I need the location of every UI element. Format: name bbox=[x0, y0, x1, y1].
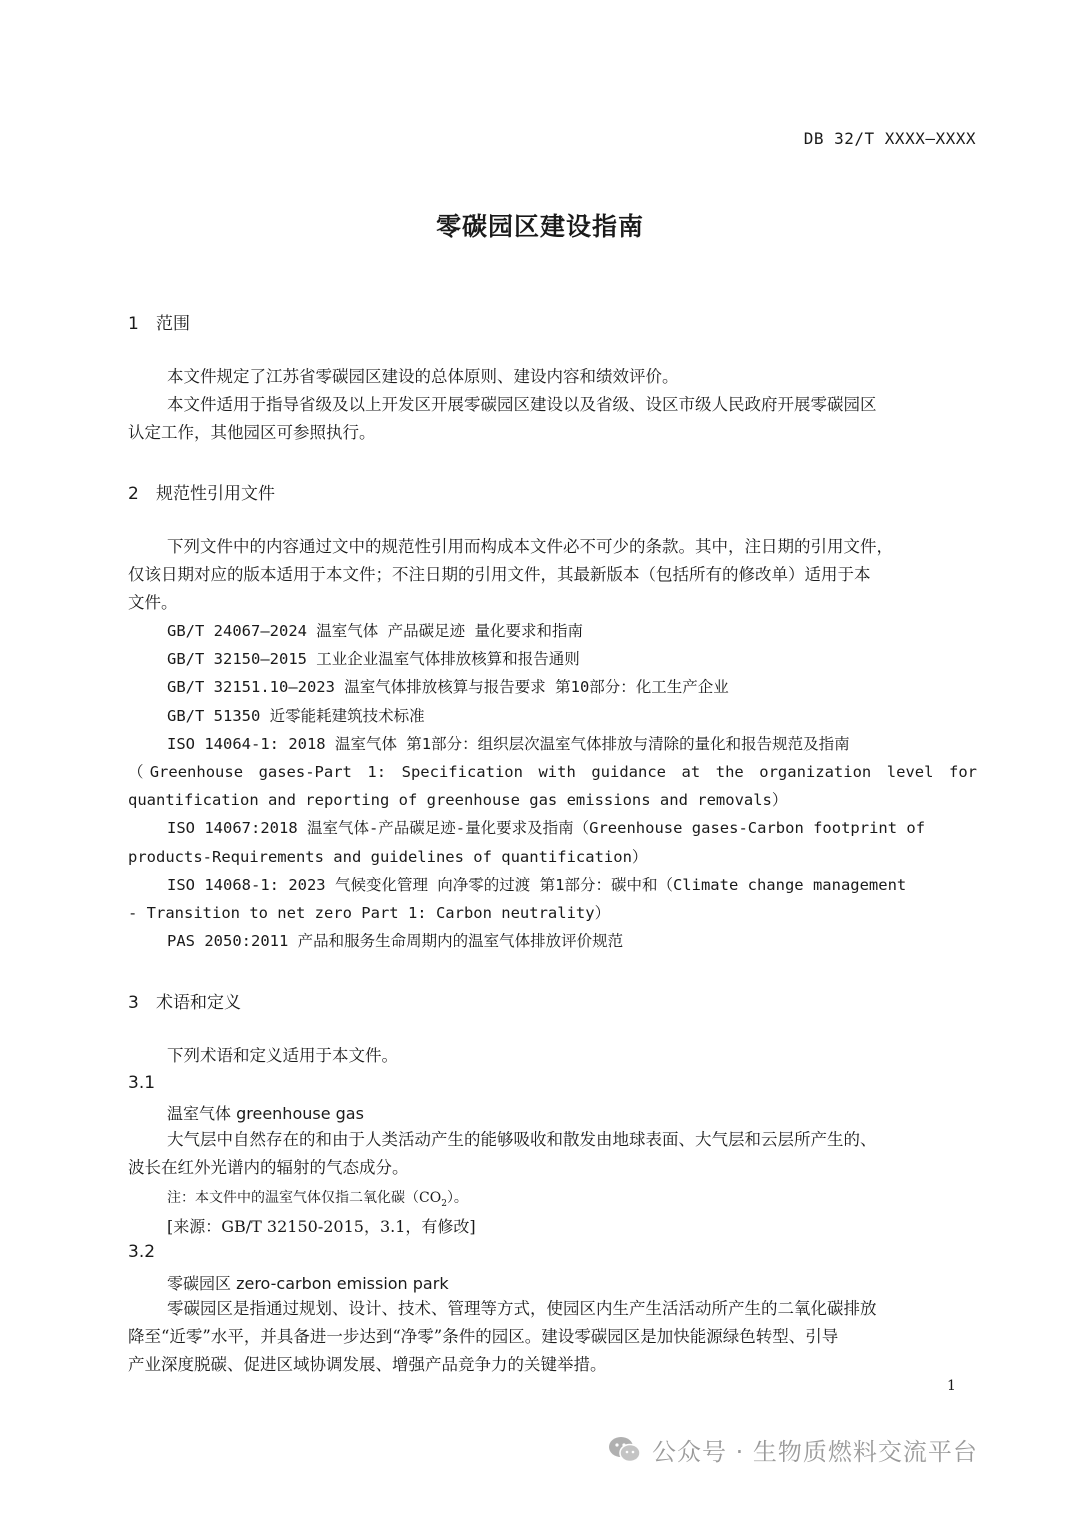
reference-item: GB/T 32150—2015 工业企业温室气体排放核算和报告通则 bbox=[167, 650, 580, 668]
term-title: 温室气体 greenhouse gas bbox=[167, 1104, 364, 1123]
reference-item: GB/T 51350 近零能耗建筑技术标准 bbox=[167, 707, 425, 725]
section-title: 规范性引用文件 bbox=[156, 484, 275, 504]
watermark bbox=[608, 1432, 978, 1467]
section-title: 术语和定义 bbox=[156, 993, 241, 1013]
term-definition: 大气层中自然存在的和由于人类活动产生的能够吸收和散发由地球表面、大气层和云层所产生的、 bbox=[167, 1130, 877, 1149]
term-definition: 降至“近零”水平，并具备进一步达到“净零”条件的园区。建设零碳园区是加快能源绿色转型、引导 bbox=[128, 1327, 839, 1346]
section-number: 2 bbox=[128, 484, 139, 504]
paragraph: 认定工作，其他园区可参照执行。 bbox=[128, 423, 376, 442]
note-text: ）。 bbox=[446, 1190, 468, 1206]
page-title: 零碳园区建设指南 bbox=[435, 212, 644, 241]
paragraph: 文件。 bbox=[128, 593, 178, 612]
standard-number: DB 32/T XXXX—XXXX bbox=[803, 129, 976, 148]
term-definition: 零碳园区是指通过规划、设计、技术、管理等方式，使园区内生产生活活动所产生的二氧化碳排放 bbox=[167, 1299, 877, 1318]
note-subscript: 2 bbox=[441, 1198, 447, 1209]
section-3-heading bbox=[128, 988, 241, 1013]
reference-item: ISO 14064-1: 2018 温室气体 第1部分：组织层次温室气体排放与清除的量化和报告规范及指南 bbox=[167, 735, 850, 753]
section-number: 3 bbox=[128, 993, 139, 1013]
term-number: 3.1 bbox=[128, 1073, 156, 1093]
paragraph: 下列文件中的内容通过文中的规范性引用而构成本文件必不可少的条款。其中，注日期的引用文件， bbox=[167, 537, 893, 556]
section-1-heading bbox=[128, 309, 190, 334]
reference-item: GB/T 24067—2024 温室气体 产品碳足迹 量化要求和指南 bbox=[167, 622, 583, 640]
reference-item: （Greenhouse gases-Part 1: Specification with guidance at the organization level for bbox=[128, 763, 977, 781]
reference-item: GB/T 32151.10—2023 温室气体排放核算与报告要求 第10部分：化工生产企业 bbox=[167, 678, 729, 696]
wechat-icon bbox=[608, 1436, 642, 1464]
term-note bbox=[167, 1187, 468, 1209]
paragraph: 本文件规定了江苏省零碳园区建设的总体原则、建设内容和绩效评价。 bbox=[167, 367, 679, 386]
watermark-text: 公众号 · 生物质燃料交流平台 bbox=[652, 1438, 978, 1466]
section-2-heading bbox=[128, 479, 275, 504]
term-number: 3.2 bbox=[128, 1242, 156, 1262]
page-number: 1 bbox=[947, 1378, 956, 1394]
paragraph: 仅该日期对应的版本适用于本文件；不注日期的引用文件，其最新版本（包括所有的修改单）适用于本 bbox=[128, 565, 871, 584]
paragraph: 本文件适用于指导省级及以上开发区开展零碳园区建设以及省级、设区市级人民政府开展零碳园区 bbox=[167, 395, 877, 414]
note-text: 注：本文件中的温室气体仅指二氧化碳（CO bbox=[167, 1190, 442, 1206]
reference-item: - Transition to net zero Part 1: Carbon neutrality） bbox=[128, 904, 611, 922]
term-definition: 波长在红外光谱内的辐射的气态成分。 bbox=[128, 1158, 409, 1177]
term-title: 零碳园区 zero-carbon emission park bbox=[167, 1274, 449, 1293]
reference-item: ISO 14068-1: 2023 气候变化管理 向净零的过渡 第1部分：碳中和（Climate change management bbox=[167, 876, 907, 894]
reference-item: products-Requirements and guidelines of quantification） bbox=[128, 848, 648, 866]
term-definition: 产业深度脱碳、促进区域协调发展、增强产品竞争力的关键举措。 bbox=[128, 1355, 607, 1374]
paragraph: 下列术语和定义适用于本文件。 bbox=[167, 1046, 398, 1065]
section-number: 1 bbox=[128, 314, 139, 334]
reference-item: PAS 2050:2011 产品和服务生命周期内的温室气体排放评价规范 bbox=[167, 932, 624, 950]
reference-item: quantification and reporting of greenhouse gas emissions and removals） bbox=[128, 791, 788, 809]
term-source: [来源：GB/T 32150-2015，3.1，有修改] bbox=[167, 1217, 476, 1236]
section-title: 范围 bbox=[156, 314, 190, 334]
reference-item: ISO 14067:2018 温室气体-产品碳足迹-量化要求及指南（Greenhouse gases-Carbon footprint of bbox=[167, 819, 926, 837]
